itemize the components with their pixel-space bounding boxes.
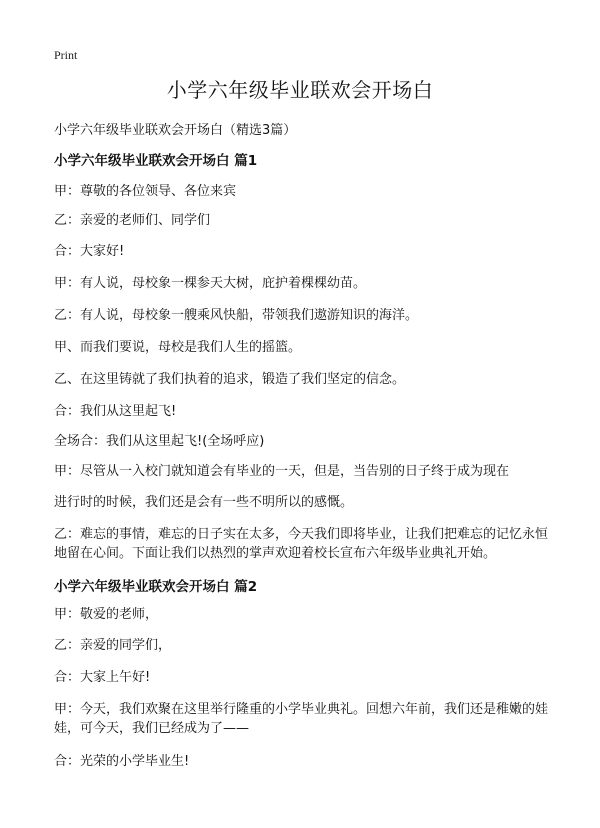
dialogue-line: 进行时的时候，我们还是会有一些不明所以的感慨。 [54, 495, 354, 510]
dialogue-paragraph: 甲：今天，我们欢聚在这里举行隆重的小学毕业典礼。回想六年前，我们还是稚嫩的娃娃，可今天，我们已经成为了—— [54, 702, 549, 736]
dialogue-line: 甲：尽管从一入校门就知道会有毕业的一天，但是，当告别的日子终于成为现在 [54, 464, 510, 479]
section-heading-1: 小学六年级毕业联欢会开场白 篇1 [54, 153, 258, 169]
dialogue-line: 甲：敬爱的老师， [54, 607, 159, 622]
dialogue-line: 合：光荣的小学毕业生! [54, 754, 190, 769]
print-label[interactable]: Print [54, 48, 78, 62]
dialogue-line: 甲：尊敬的各位领导、各位来宾 [54, 184, 237, 199]
dialogue-line: 乙：有人说，母校象一艘乘风快船，带领我们遨游知识的海洋。 [54, 308, 419, 323]
section-heading-2: 小学六年级毕业联欢会开场白 篇2 [54, 579, 258, 595]
page-title: 小学六年级毕业联欢会开场白 [166, 78, 434, 102]
dialogue-line: 乙、在这里铸就了我们执着的追求，锻造了我们坚定的信念。 [54, 372, 406, 387]
dialogue-line: 甲、而我们要说，母校是我们人生的摇篮。 [54, 340, 302, 355]
dialogue-line: 合：大家好! [54, 244, 125, 259]
dialogue-line: 乙：亲爱的同学们， [54, 638, 172, 653]
dialogue-line: 合：大家上午好! [54, 670, 151, 685]
dialogue-line: 合：我们从这里起飞! [54, 404, 177, 419]
dialogue-line: 全场合：我们从这里起飞!(全场呼应) [54, 434, 265, 449]
dialogue-line: 甲：有人说，母校象一棵参天大树，庇护着棵棵幼苗。 [54, 276, 367, 291]
dialogue-paragraph: 乙：难忘的事情，难忘的日子实在太多，今天我们即将毕业，让我们把难忘的记忆永恒地留在心间。下面让我们以热烈的掌声欢迎着校长宣布六年级毕业典礼开始。 [54, 527, 549, 561]
document-subtitle: 小学六年级毕业联欢会开场白（精选3篇） [54, 123, 297, 138]
dialogue-line: 乙：亲爱的老师们、同学们 [54, 213, 211, 228]
